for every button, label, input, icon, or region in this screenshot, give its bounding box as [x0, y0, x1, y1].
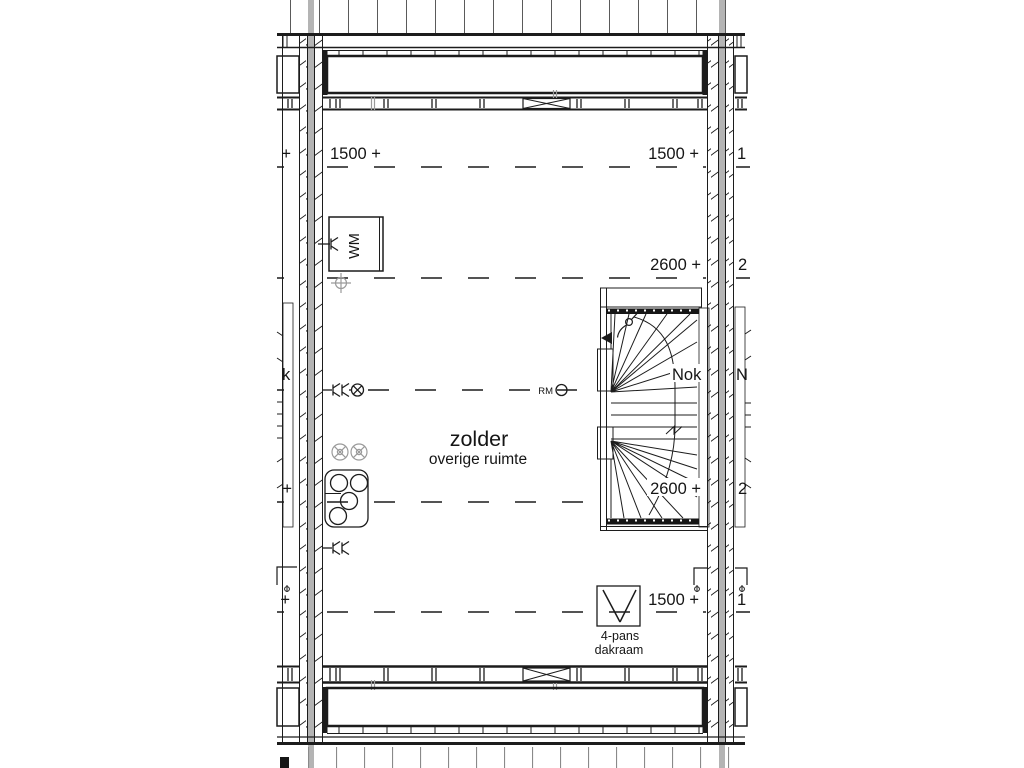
bottom-insulated-wall — [277, 687, 747, 734]
neighbor-label-right-lower: 2 — [738, 480, 748, 498]
neighbor-crosshatch-bottom-right — [735, 688, 747, 726]
stair-top-edge — [606, 309, 699, 315]
washing-machine — [318, 217, 383, 271]
stair-bottom-edge — [606, 519, 699, 525]
neighbor-crosshatch-bottom-left — [277, 688, 299, 726]
neighbor-label-left-top: + — [281, 145, 291, 163]
smoke-detector-label: RM — [538, 386, 553, 397]
neighbor-label-right-bottom: 1 — [737, 591, 747, 609]
neighbor-label-right-top: 1 — [737, 145, 747, 163]
crosshatch-band-bottom — [327, 688, 703, 726]
switch-and-light-point — [323, 384, 364, 397]
washing-machine-label: WM — [347, 233, 363, 259]
room-name: zolder — [449, 427, 509, 451]
plank-joints-bottom — [339, 727, 699, 733]
roof-tiles-top — [281, 0, 739, 33]
crosshatch-band-top — [327, 56, 703, 93]
label-2600-bottom-group — [647, 478, 703, 498]
pipe-shaft — [325, 470, 368, 527]
neighbor-label-left-ridge: k — [282, 366, 291, 384]
ridge-label-group — [670, 364, 703, 384]
neighbor-level-stubs-right — [736, 167, 750, 612]
neighbor-label-right-ridge: N — [736, 366, 748, 384]
label-1500-top-right: 1500 + — [648, 145, 699, 163]
neighbor-label-right-upper: 2 — [738, 256, 748, 274]
bottom-eave-lines — [277, 737, 745, 744]
switch-symbol-lower — [323, 542, 349, 555]
roof-window — [597, 586, 640, 626]
ridge-label: Nok — [672, 366, 702, 384]
vent-valve-symbols — [332, 444, 367, 460]
label-2600-top: 2600 + — [650, 256, 701, 274]
joist-ticks-bottom — [330, 668, 702, 681]
label-1500-bottom: 1500 + — [648, 591, 699, 609]
label-2600-bottom: 2600 + — [650, 480, 701, 498]
neighbor-label-left-bottom: + — [280, 591, 290, 609]
bottom-floor-joist-band — [277, 667, 747, 691]
vent-brackets — [277, 567, 747, 592]
neighbor-crosshatch-top-left — [277, 56, 299, 93]
top-insulated-wall — [277, 50, 747, 95]
wall-light-point-icon — [352, 384, 364, 396]
neighbor-crosshatch-top-right — [735, 56, 747, 93]
joist-ticks-top — [330, 99, 702, 108]
roof-window-label-1: 4-pans — [600, 629, 640, 643]
label-1500-top-left: 1500 + — [330, 145, 381, 163]
roof-window-label-2: dakraam — [594, 643, 644, 657]
room-type-label: overige ruimte — [428, 451, 528, 468]
top-eave-lines — [277, 35, 745, 48]
neighbor-label-left-mid: + — [282, 480, 292, 498]
roof-edge-block — [280, 757, 289, 768]
survey-point-symbol — [331, 273, 351, 293]
roof-tiles-bottom — [280, 747, 737, 768]
